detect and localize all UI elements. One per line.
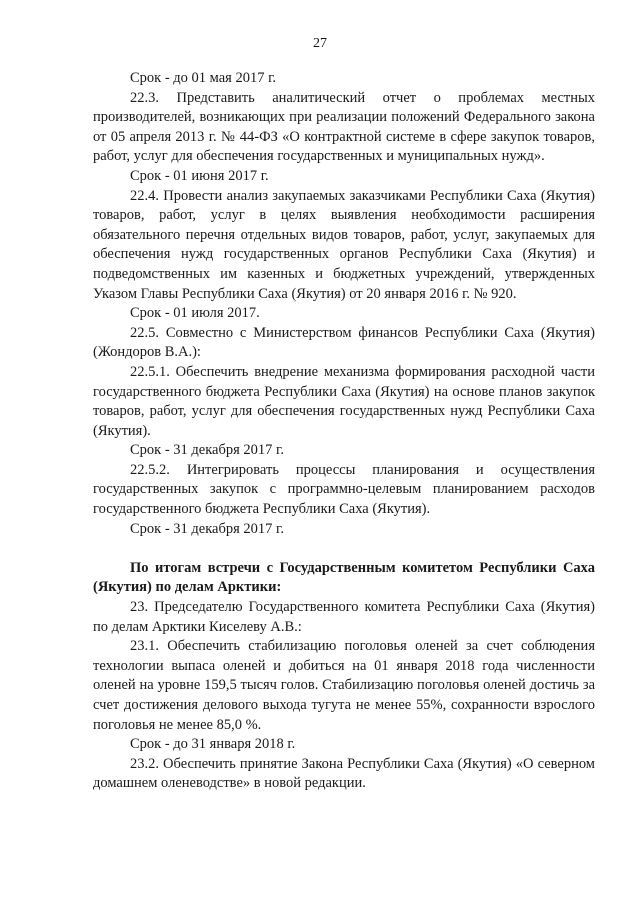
deadline-text: Срок - 31 декабря 2017 г. xyxy=(130,442,284,459)
deadline-text: Срок - до 31 января 2018 г. xyxy=(130,736,296,753)
deadline-text: Срок - 01 июля 2017. xyxy=(130,305,260,322)
deadline-text: Срок - 01 июня 2017 г. xyxy=(130,167,269,184)
item-22-3-paragraph: 22.3. Представить аналитический отчет о проблемах местных производителей, возникающих при реализации положений Федерального закона от 05 апреля 2013 г. № 44-ФЗ «О контрактной системе в сфере закупок товаров, работ, услуг для обеспечения государственных и муниципальных нужд». xyxy=(93,89,595,165)
section-spacer xyxy=(93,539,595,559)
document-body xyxy=(93,69,595,794)
item-22-5-2-paragraph: 22.5.2. Интегрировать процессы планирования и осуществления государственных закупок с программно-целевым планированием расходов государственного бюджета Республики Саха (Якутия). xyxy=(93,461,595,518)
page-number: 27 xyxy=(313,36,327,51)
item-22-5-1-paragraph: 22.5.1. Обеспечить внедрение механизма формирования расходной части государственного бюджета Республики Саха (Якутия) на основе планов закупок товаров, работ, услуг для обеспечения государственных нужд Республики Саха (Якутия). xyxy=(93,363,595,439)
item-23-2-paragraph: 23.2. Обеспечить принятие Закона Республики Саха (Якутия) «О северном домашнем оленеводстве» в новой редакции. xyxy=(93,755,595,792)
item-23-1-paragraph: 23.1. Обеспечить стабилизацию поголовья оленей за счет соблюдения технологии выпаса оленей и добиться на 01 января 2018 года численности оленей на уровне 159,5 тысяч голов. Стабилизацию поголовья оленей достичь за счет достижения делового выхода тугута не менее 55%, сохранности взрослого поголовья не менее 85,0 %. xyxy=(93,638,595,733)
section-heading: По итогам встречи с Государственным комитетом Республики Саха (Якутия) по делам Арктики: xyxy=(93,559,595,596)
deadline-text: Срок - 31 декабря 2017 г. xyxy=(130,520,284,537)
item-22-4-paragraph: 22.4. Провести анализ закупаемых заказчиками Республики Саха (Якутия) товаров, работ, услуг в целях выявления необходимости расширения обязательного перечня отдельных видов товаров, работ, услуг, закупаемых для обеспечения нужд государственных органов Республики Саха (Якутия) и подведомственных им казенных и бюджетных учреждений, утвержденных Указом Главы Республики Саха (Якутия) от 20 января 2016 г. № 920. xyxy=(93,187,595,302)
item-22-5-paragraph: 22.5. Совместно с Министерством финансов Республики Саха (Якутия) (Жондоров В.А.): xyxy=(93,324,595,361)
deadline-text: Срок - до 01 мая 2017 г. xyxy=(130,70,277,86)
item-23-paragraph: 23. Председателю Государственного комитета Республики Саха (Якутия) по делам Арктики Киселеву А.В.: xyxy=(93,599,595,635)
